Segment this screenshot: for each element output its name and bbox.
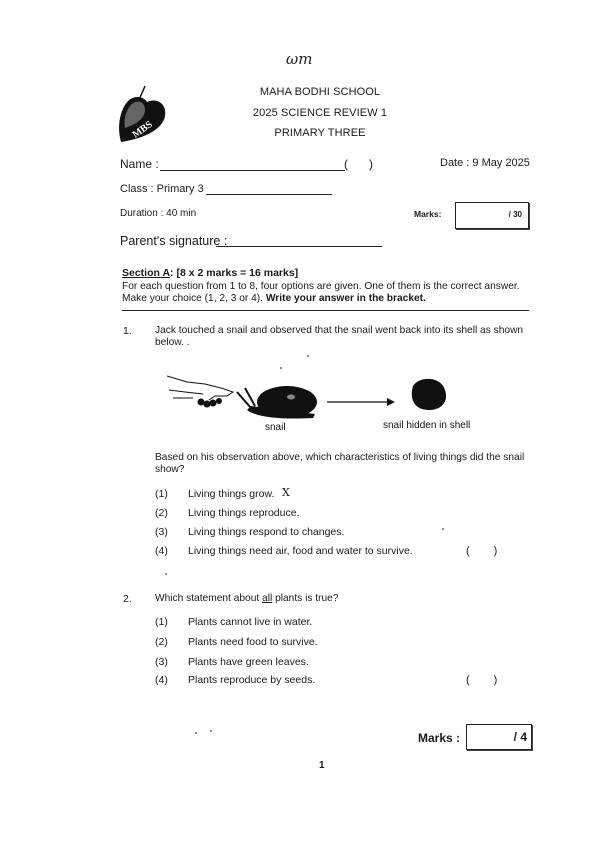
option-number: (4) [155,545,168,557]
index-close-bracket: ) [369,157,373,171]
option-text: Plants need food to survive. [188,636,318,648]
q2-stem-underlined: all [262,593,273,604]
option-text: Living things reproduce. [188,507,300,519]
option-number: (2) [155,507,168,519]
duration: Duration : 40 min [120,208,197,219]
bracket-open: ( [466,674,470,686]
option-number: (3) [155,526,168,538]
instruction-text: For each question from 1 to 8, four options are given. One of them is the correct answer. Make your choice (1, 2, 3 or 4). [122,281,520,304]
arrow-right-icon [327,398,395,406]
school-name: MAHA BODHI SCHOOL [259,86,381,98]
section-divider [122,310,529,311]
index-open-bracket: ( [344,157,348,171]
option-text: Living things need air, food and water to survive. [188,545,413,557]
class-input-line[interactable] [206,194,332,195]
total-marks-box[interactable] [455,202,529,229]
page-marks-value: / 4 [513,730,527,744]
section-a-instructions [122,281,522,305]
option-number: (4) [155,674,168,686]
q1-answer-bracket[interactable] [466,545,506,557]
leaf-logo-icon [115,84,171,144]
marks-label: Marks: [414,209,442,219]
instruction-bold-text: Write your answer in the bracket. [265,293,426,304]
q1-prompt: Based on his observation above, which characteristics of living things did the snail show? [155,452,525,475]
option-text: Plants cannot live in water. [188,616,313,628]
option-number: (1) [155,488,168,500]
q1-figure [165,372,485,437]
q2-stem-post: plants is true? [272,593,339,604]
exam-title: 2025 SCIENCE REVIEW 1 [252,107,388,119]
option-text: Plants have green leaves. [188,656,309,668]
page-number: 1 [319,760,325,771]
cross-mark: X [282,486,290,499]
snail-caption: snail [265,422,286,433]
snail-icon [237,386,317,419]
option-number: (1) [155,616,168,628]
class-label: Class : Primary 3 [120,183,204,195]
bracket-close: ) [493,545,498,557]
handwritten-initials: ωm [286,50,313,68]
option-number: (3) [155,656,168,668]
name-input-line[interactable] [160,170,345,171]
section-a-marks: : [8 x 2 marks = 16 marks] [170,267,299,279]
exam-date: Date : 9 May 2025 [440,157,530,169]
snail-shell-icon [412,379,446,410]
q2-number: 2. [123,593,132,605]
q2-stem-pre: Which statement about [155,593,263,604]
hand-icon [167,376,233,407]
parent-signature-line[interactable] [216,246,382,247]
shell-caption: snail hidden in shell [383,420,471,431]
option-text: Plants reproduce by seeds. [188,674,316,686]
section-a-header [122,267,532,279]
option-number: (2) [155,636,168,648]
parent-signature-label: Parent's signature : [120,234,228,248]
q1-number: 1. [123,325,132,337]
q2-stem [155,593,339,604]
snail-illustration [165,372,485,437]
page-marks-label: Marks : [418,731,461,745]
bracket-open: ( [466,545,470,557]
option-text: Living things respond to changes. [188,526,345,538]
page-marks-box[interactable] [466,724,532,750]
bracket-close: ) [493,674,498,686]
exam-level: PRIMARY THREE [274,127,366,139]
name-label: Name : [120,157,159,171]
total-marks-value: / 30 [508,210,522,219]
section-a-title: Section A [122,267,171,279]
q2-answer-bracket[interactable] [466,674,506,686]
logo-text: MBS [130,119,155,141]
q1-stem: Jack touched a snail and observed that the snail went back into its shell as shown below. . [155,325,524,348]
option-text: Living things grow. [188,488,275,500]
school-logo [115,84,171,144]
